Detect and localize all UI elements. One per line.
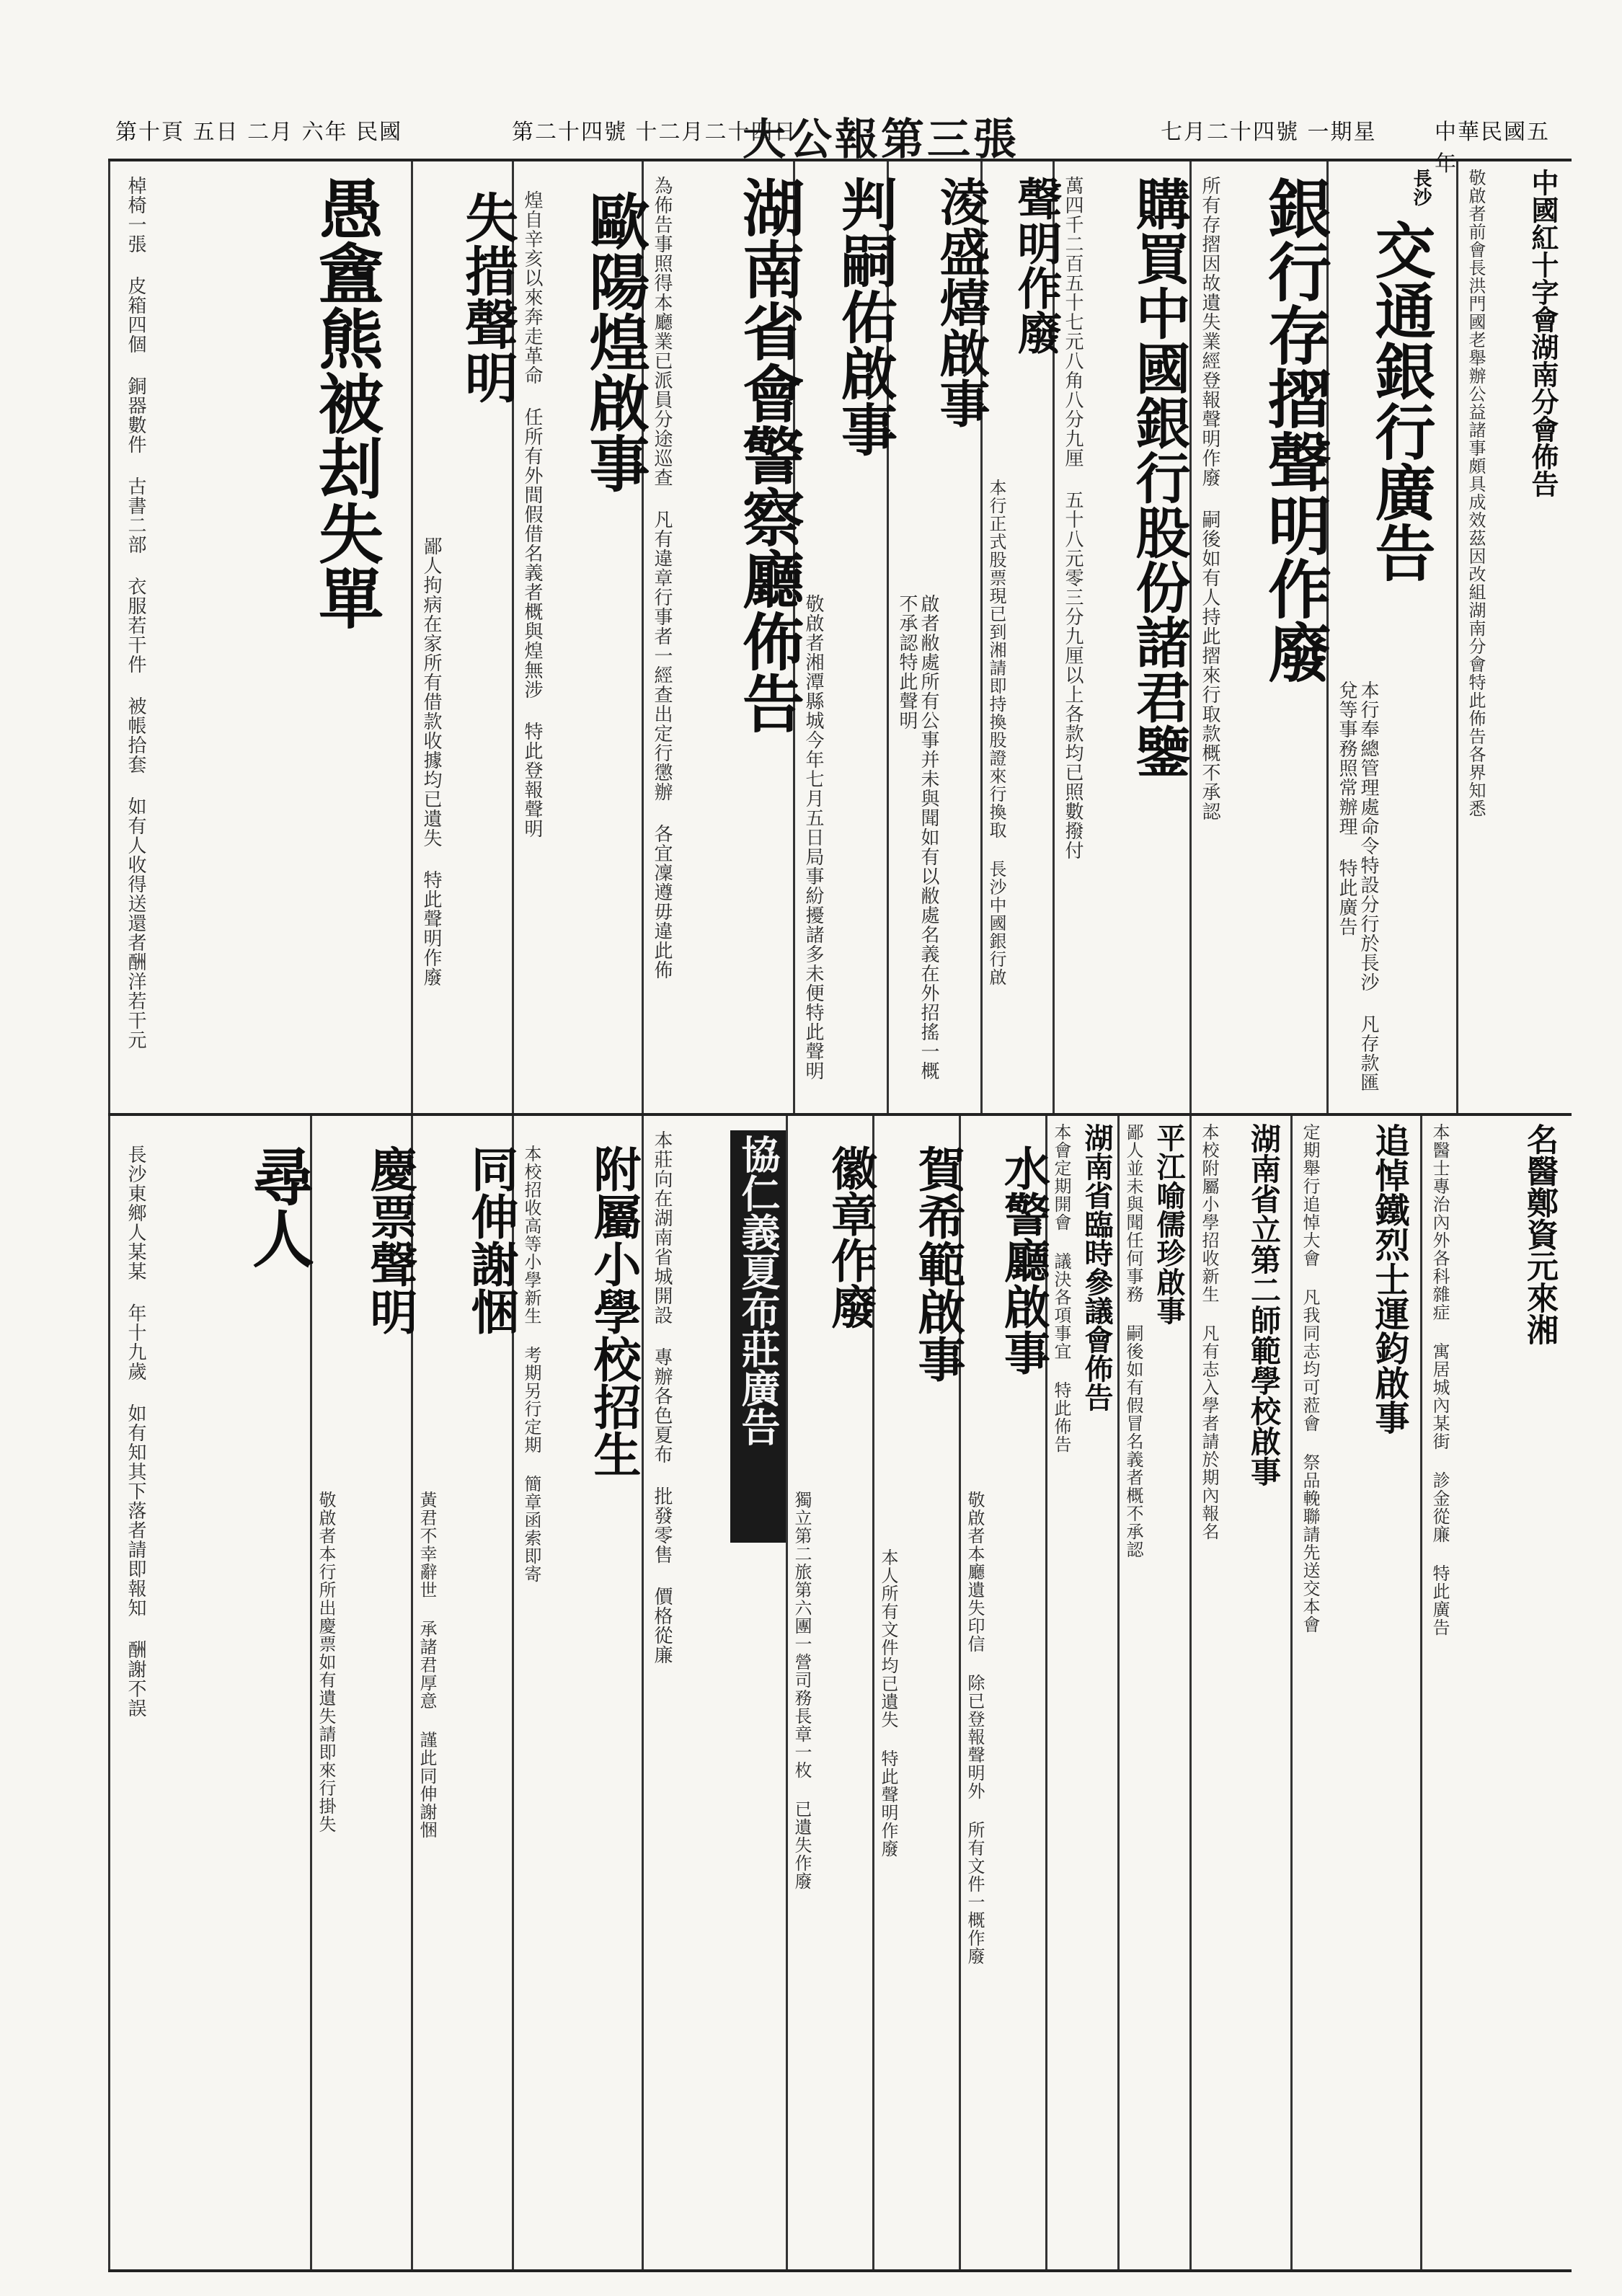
ad-title: 中國紅十字會湖南分會佈告 — [1527, 169, 1559, 497]
ad-doctor — [1420, 1116, 1572, 2269]
ad-body: 長沙東鄉人某某 年十九歲 如有知其下落者請即報知 酬謝不誤 — [125, 1145, 146, 1718]
ad-police — [642, 161, 804, 1113]
ad-title: 判嗣佑啟事 — [832, 176, 897, 457]
ad-subtitle: 長沙 — [1410, 169, 1432, 206]
ad-body: 啟者敝處所有公事并未與聞如有以敝處名義在外招搖一概不承認特此聲明 — [896, 594, 939, 1081]
ad-memorial — [1290, 1116, 1420, 2269]
ad-title: 協仁義夏布莊廣告 — [730, 1130, 786, 1543]
ad-red-cross — [1456, 161, 1572, 1113]
ad-body: 本醫士專治內外各科雜症 寓居城內某街 診金從廉 特此廣告 — [1430, 1123, 1450, 1636]
ad-bank-passbook — [1189, 161, 1332, 1113]
ad-title: 附屬小學校招生 — [585, 1145, 641, 1478]
masthead-issue-right: 中華民國五年 — [1435, 120, 1550, 177]
ad-jiaotong-bank — [1326, 161, 1456, 1113]
ad-title: 失措聲明 — [456, 190, 518, 404]
ad-title: 賀希範啟事 — [910, 1145, 965, 1383]
ad-body: 獨立第二旅第六團一營司務長章一枚 已遺失作廢 — [792, 1491, 812, 1890]
ad-loss-notice — [411, 161, 518, 1113]
ad-water-police — [959, 1116, 1050, 2269]
ad-title: 銀行存摺聲明作廢 — [1258, 176, 1332, 683]
ad-body: 鄙人並未與聞任何事務 嗣後如有假冒名義者概不承認 — [1123, 1123, 1143, 1559]
ad-normal-school — [1189, 1116, 1290, 2269]
ad-body: 敬啟者本行所出慶票如有遺失請即來行掛失 — [316, 1491, 336, 1833]
ad-body: 所有存摺因故遺失業經登報聲明作廢 嗣後如有人持此摺來行取款概不承認 — [1199, 176, 1220, 821]
masthead-issue-mid: 七月二十四號 一期星 — [1161, 120, 1377, 145]
ad-body: 定期舉行追悼大會 凡我同志均可蒞會 祭品輓聯請先送交本會 — [1300, 1123, 1320, 1634]
bottom-band — [108, 1116, 1572, 2272]
ad-badge-void — [786, 1116, 877, 2269]
top-band — [108, 161, 1572, 1116]
ad-title: 湖南省立第二師範學校啟事 — [1246, 1123, 1282, 1486]
ad-body: 黃君不幸辭世 承諸君厚意 謹此同伸謝悃 — [417, 1491, 437, 1839]
masthead-issue-left: 第十頁 五日 二月 六年 民國 — [115, 120, 403, 145]
ad-body: 煌自辛亥以來奔走革命 任所有外間假借名義者概與煌無涉 特此登報聲明 — [521, 190, 543, 838]
ad-title: 水警廳啟事 — [996, 1145, 1050, 1375]
ad-title: 尋人 — [241, 1145, 314, 1269]
ad-title: 名醫鄭資元來湘 — [1521, 1123, 1558, 1345]
masthead — [108, 108, 1572, 177]
ad-title: 愚盦熊被刦失單 — [307, 176, 383, 630]
ad-title: 追悼鐵烈士運鈞啟事 — [1369, 1123, 1409, 1435]
ad-title: 平江喻儒珍啟事 — [1152, 1123, 1185, 1325]
ad-title: 同伸謝悃 — [463, 1145, 518, 1335]
ad-title: 淩盛熺啟事 — [931, 176, 991, 428]
ad-title: 湖南省會警察廳佈告 — [732, 176, 804, 734]
ad-title: 聲明作廢 — [1010, 176, 1063, 355]
ad-title: 交通銀行廣告 — [1365, 219, 1436, 582]
ad-body: 本校招收高等小學新生 考期另行定期 簡章函索即寄 — [521, 1145, 541, 1583]
ad-robbery-list — [108, 161, 411, 1113]
ad-body: 鄙人拘病在家所有借款收據均已遺失 特此聲明作廢 — [420, 536, 442, 987]
ad-body: 本會定期開會 議決各項事宜 特此佈告 — [1051, 1123, 1071, 1453]
ad-ouyang — [512, 161, 650, 1113]
ad-body: 棹椅一張 皮箱四個 銅器數件 古書二部 衣服若干件 被帳拾套 如有人收得送還者酬洋若干元 — [125, 176, 146, 1050]
ad-body: 敬啟者前會長洪門國老舉辦公益諸事頗具成效茲因改組湖南分會特此佈告各界知悉 — [1466, 169, 1486, 817]
ad-primary-school — [512, 1116, 642, 2269]
masthead-issue-date: 第二十四號 十二月二十四日 — [512, 120, 797, 145]
ad-pingjiang — [1117, 1116, 1189, 2269]
ad-title: 徽章作廢 — [823, 1145, 877, 1329]
ad-ticket-notice — [310, 1116, 417, 2269]
ad-body: 本人所有文件均已遺失 特此聲明作廢 — [878, 1548, 898, 1858]
ad-he-xifan — [872, 1116, 965, 2269]
ad-body: 為佈告事照得本廳業已派員分途巡查 凡有違章行事者一經查出定行懲辦 各宜凜遵毋違此佈 — [651, 176, 673, 980]
masthead-title: 大公報第三張 — [743, 115, 1019, 165]
ad-title: 歐陽煌啟事 — [580, 190, 650, 493]
ad-bank-shares — [1052, 161, 1189, 1113]
ad-title: 慶票聲明 — [362, 1145, 417, 1335]
ad-body: 本校附屬小學招收新生 凡有志入學者請於期內報名 — [1199, 1123, 1219, 1541]
ad-council — [1045, 1116, 1117, 2269]
ad-xiabu-shop — [642, 1116, 786, 2269]
ad-body: 敬啟者湘潭縣城今年七月五日局事紛擾諸多未便特此聲明 — [802, 594, 824, 1081]
ad-title: 湖南省臨時參議會佈告 — [1080, 1123, 1113, 1411]
ad-body: 本莊向在湖南省城開設 專辦各色夏布 批發零售 價格從廉 — [651, 1130, 673, 1665]
ad-missing-person — [108, 1116, 314, 2269]
ad-title: 購買中國銀行股份諸君鑒 — [1127, 176, 1191, 779]
ad-gratitude — [411, 1116, 518, 2269]
ad-body: 本行正式股票現已到湘請即持換股證來行換取 長沙中國銀行啟 — [986, 479, 1006, 986]
ad-body: 萬四千二百五十七元八角八分九厘 五十八元零三分九厘以上各款均已照數撥付 — [1062, 176, 1083, 860]
ad-body: 本行奉總管理處命令特設分行於長沙 凡存款匯兌等事務照常辦理 特此廣告 — [1336, 681, 1379, 1092]
ad-body: 敬啟者本廳遺失印信 除已登報聲明外 所有文件一概作廢 — [965, 1491, 985, 1965]
